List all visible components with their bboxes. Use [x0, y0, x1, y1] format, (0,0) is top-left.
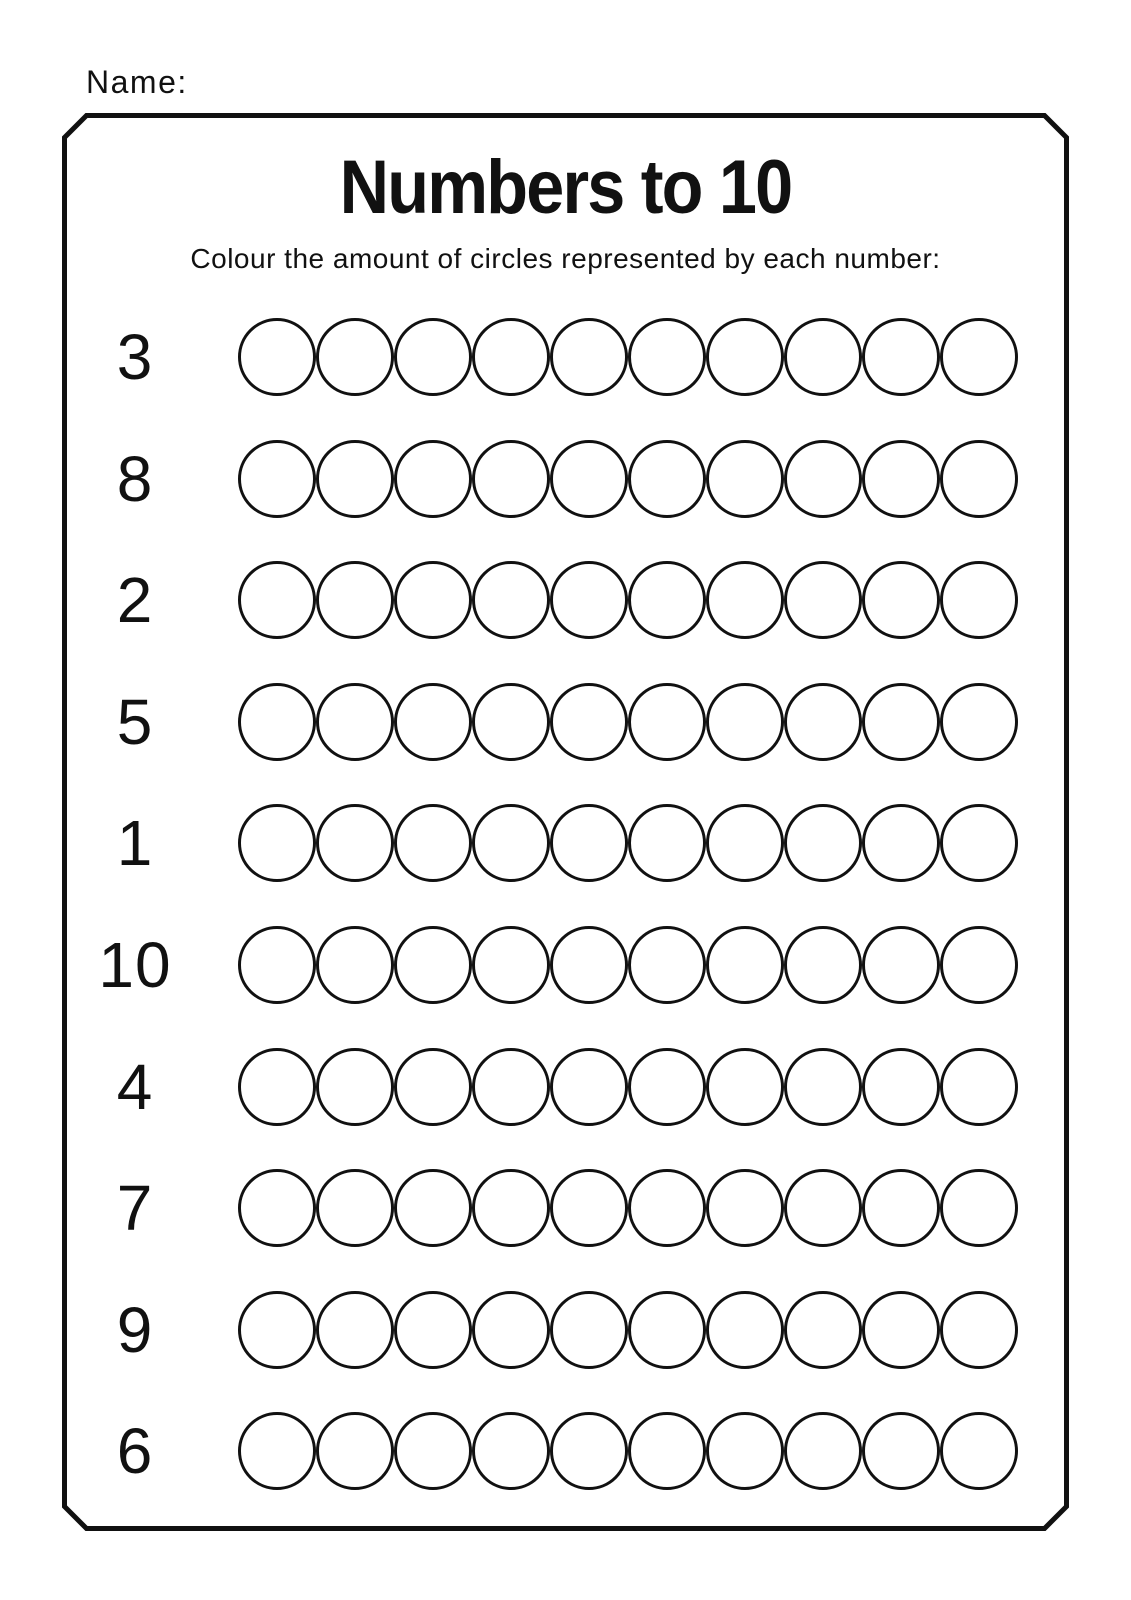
colour-circle[interactable]: [316, 561, 394, 639]
circle-row: [238, 683, 1018, 761]
row-number-label: 8: [116, 443, 154, 515]
worksheet-row: [0, 440, 1131, 518]
colour-circle[interactable]: [862, 683, 940, 761]
colour-circle[interactable]: [472, 440, 550, 518]
colour-circle[interactable]: [394, 561, 472, 639]
colour-circle[interactable]: [550, 804, 628, 882]
colour-circle[interactable]: [316, 926, 394, 1004]
worksheet-row: [0, 318, 1131, 396]
colour-circle[interactable]: [784, 683, 862, 761]
colour-circle[interactable]: [940, 1169, 1018, 1247]
colour-circle[interactable]: [628, 561, 706, 639]
colour-circle[interactable]: [706, 1048, 784, 1126]
colour-circle[interactable]: [784, 1412, 862, 1490]
colour-circle[interactable]: [628, 804, 706, 882]
colour-circle[interactable]: [706, 804, 784, 882]
colour-circle[interactable]: [862, 1048, 940, 1126]
colour-circle[interactable]: [940, 1291, 1018, 1369]
colour-circle[interactable]: [628, 926, 706, 1004]
colour-circle[interactable]: [238, 926, 316, 1004]
circle-row: [238, 926, 1018, 1004]
worksheet-row: [0, 804, 1131, 882]
worksheet-row: [0, 561, 1131, 639]
colour-circle[interactable]: [628, 683, 706, 761]
colour-circle[interactable]: [862, 1412, 940, 1490]
colour-circle[interactable]: [862, 440, 940, 518]
row-number-label: 10: [98, 929, 172, 1001]
colour-circle[interactable]: [472, 1169, 550, 1247]
worksheet-row: [0, 1412, 1131, 1490]
colour-circle[interactable]: [940, 926, 1018, 1004]
colour-circle[interactable]: [550, 683, 628, 761]
colour-circle[interactable]: [316, 1048, 394, 1126]
row-number-label: 6: [116, 1415, 154, 1487]
colour-circle[interactable]: [862, 926, 940, 1004]
colour-circle[interactable]: [550, 1412, 628, 1490]
colour-circle[interactable]: [784, 1048, 862, 1126]
colour-circle[interactable]: [472, 1048, 550, 1126]
colour-circle[interactable]: [394, 1169, 472, 1247]
colour-circle[interactable]: [628, 1412, 706, 1490]
colour-circle[interactable]: [394, 804, 472, 882]
worksheet-row: [0, 1048, 1131, 1126]
colour-circle[interactable]: [940, 440, 1018, 518]
colour-circle[interactable]: [862, 1291, 940, 1369]
colour-circle[interactable]: [316, 440, 394, 518]
colour-circle[interactable]: [784, 1169, 862, 1247]
colour-circle[interactable]: [394, 683, 472, 761]
row-number-label: 3: [116, 321, 154, 393]
colour-circle[interactable]: [706, 561, 784, 639]
colour-circle[interactable]: [550, 1291, 628, 1369]
colour-circle[interactable]: [550, 1169, 628, 1247]
colour-circle[interactable]: [706, 1169, 784, 1247]
colour-circle[interactable]: [706, 926, 784, 1004]
colour-circle[interactable]: [316, 318, 394, 396]
colour-circle[interactable]: [706, 318, 784, 396]
colour-circle[interactable]: [472, 1291, 550, 1369]
colour-circle[interactable]: [394, 926, 472, 1004]
colour-circle[interactable]: [472, 804, 550, 882]
colour-circle[interactable]: [940, 1048, 1018, 1126]
colour-circle[interactable]: [316, 1291, 394, 1369]
colour-circle[interactable]: [706, 1291, 784, 1369]
colour-circle[interactable]: [238, 1412, 316, 1490]
colour-circle[interactable]: [628, 1169, 706, 1247]
circle-row: [238, 1291, 1018, 1369]
circle-row: [238, 1412, 1018, 1490]
colour-circle[interactable]: [472, 318, 550, 396]
colour-circle[interactable]: [238, 804, 316, 882]
row-number-label: 5: [116, 686, 154, 758]
worksheet-row: [0, 926, 1131, 1004]
colour-circle[interactable]: [550, 440, 628, 518]
colour-circle[interactable]: [784, 804, 862, 882]
colour-circle[interactable]: [316, 804, 394, 882]
colour-circle[interactable]: [706, 683, 784, 761]
row-number-label: 2: [116, 564, 154, 636]
colour-circle[interactable]: [316, 1412, 394, 1490]
colour-circle[interactable]: [940, 1412, 1018, 1490]
colour-circle[interactable]: [784, 318, 862, 396]
colour-circle[interactable]: [316, 1169, 394, 1247]
colour-circle[interactable]: [784, 561, 862, 639]
colour-circle[interactable]: [316, 683, 394, 761]
circle-row: [238, 440, 1018, 518]
colour-circle[interactable]: [238, 683, 316, 761]
colour-circle[interactable]: [472, 926, 550, 1004]
colour-circle[interactable]: [394, 440, 472, 518]
colour-circle[interactable]: [394, 318, 472, 396]
colour-circle[interactable]: [238, 318, 316, 396]
circle-row: [238, 1048, 1018, 1126]
worksheet-row: [0, 683, 1131, 761]
colour-circle[interactable]: [862, 804, 940, 882]
colour-circle[interactable]: [940, 561, 1018, 639]
row-number-label: 1: [116, 807, 154, 879]
colour-circle[interactable]: [550, 1048, 628, 1126]
colour-circle[interactable]: [394, 1291, 472, 1369]
colour-circle[interactable]: [940, 804, 1018, 882]
colour-circle[interactable]: [940, 683, 1018, 761]
colour-circle[interactable]: [862, 1169, 940, 1247]
colour-circle[interactable]: [628, 440, 706, 518]
colour-circle[interactable]: [238, 1291, 316, 1369]
colour-circle[interactable]: [628, 1291, 706, 1369]
colour-circle[interactable]: [550, 561, 628, 639]
colour-circle[interactable]: [472, 683, 550, 761]
colour-circle[interactable]: [394, 1412, 472, 1490]
row-number-label: 9: [116, 1294, 154, 1366]
colour-circle[interactable]: [862, 561, 940, 639]
colour-circle[interactable]: [940, 318, 1018, 396]
worksheet-row: [0, 1291, 1131, 1369]
row-number-label: 7: [116, 1172, 154, 1244]
colour-circle[interactable]: [628, 318, 706, 396]
colour-circle[interactable]: [784, 440, 862, 518]
colour-circle[interactable]: [784, 926, 862, 1004]
colour-circle[interactable]: [472, 561, 550, 639]
worksheet-row: [0, 1169, 1131, 1247]
colour-circle[interactable]: [238, 440, 316, 518]
colour-circle[interactable]: [706, 1412, 784, 1490]
name-label: Name:: [86, 64, 188, 100]
colour-circle[interactable]: [238, 561, 316, 639]
circle-row: [238, 1169, 1018, 1247]
colour-circle[interactable]: [784, 1291, 862, 1369]
colour-circle[interactable]: [238, 1048, 316, 1126]
colour-circle[interactable]: [862, 318, 940, 396]
colour-circle[interactable]: [550, 318, 628, 396]
instruction-text: Colour the amount of circles represented by each number:: [190, 243, 941, 274]
colour-circle[interactable]: [706, 440, 784, 518]
colour-circle[interactable]: [628, 1048, 706, 1126]
colour-circle[interactable]: [238, 1169, 316, 1247]
page-title: Numbers to 10: [339, 145, 792, 230]
circle-row: [238, 561, 1018, 639]
row-number-label: 4: [116, 1051, 154, 1123]
colour-circle[interactable]: [394, 1048, 472, 1126]
circle-row: [238, 318, 1018, 396]
colour-circle[interactable]: [472, 1412, 550, 1490]
circle-row: [238, 804, 1018, 882]
colour-circle[interactable]: [550, 926, 628, 1004]
